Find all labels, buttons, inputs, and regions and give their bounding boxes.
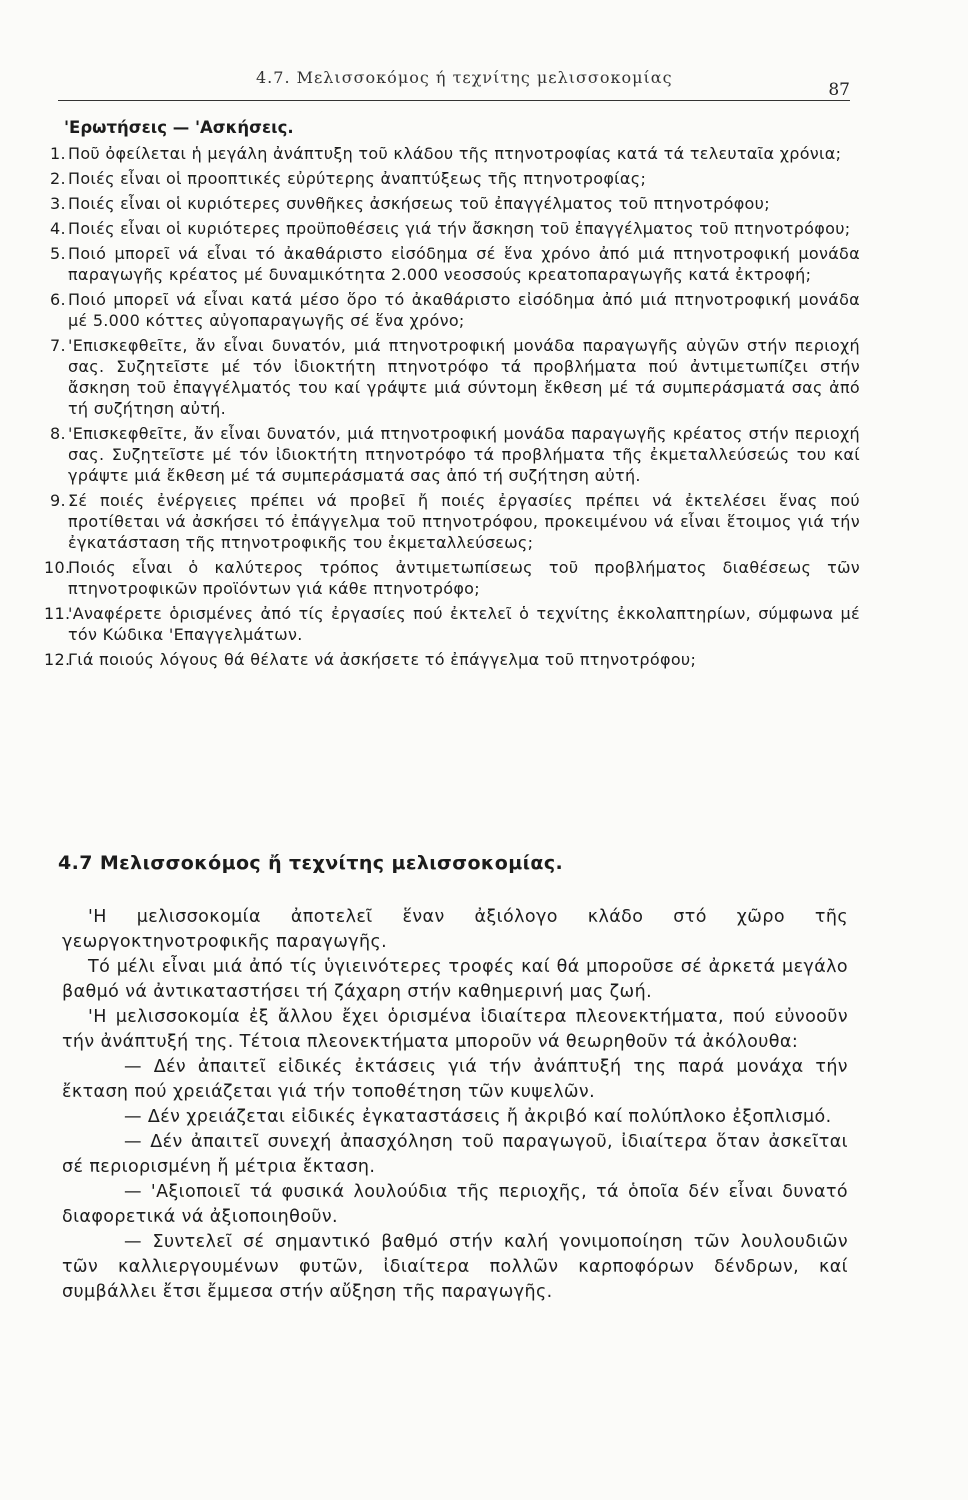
question-number: 3. bbox=[50, 194, 66, 213]
question-number: 6. bbox=[50, 290, 66, 309]
dash-item: — Δέν χρειάζεται εἰδικές ἐγκαταστάσεις ἤ ἀκριβό καί πολύπλοκο ἐξοπλισμό. bbox=[124, 1107, 832, 1127]
question-item bbox=[50, 335, 860, 419]
dash-item: — Δέν ἀπαιτεῖ συνεχή ἀπασχόληση τοῦ παραγωγοῦ, ἰδιαίτερα ὅταν ἀσκεῖται σέ περιορισμένη ἤ μέτρια ἔκταση. bbox=[62, 1132, 848, 1177]
dash-item: — 'Αξιοποιεῖ τά φυσικά λουλούδια τῆς περιοχῆς, τά ὁποῖα δέν εἶναι δυνατό διαφορετικά νά ἀξιοποιηθοῦν. bbox=[62, 1182, 848, 1227]
question-text: Γιά ποιούς λόγους θά θέλατε νά ἀσκήσετε τό ἐπάγγελμα τοῦ πτηνοτρόφου; bbox=[68, 650, 697, 669]
question-text: 'Αναφέρετε ὁρισμένες ἀπό τίς ἐργασίες πού ἐκτελεῖ ὁ τεχνίτης ἐκκολαπτηρίων, σύμφωνα μέ τόν Κώδικα 'Επαγγελμάτων. bbox=[68, 604, 860, 644]
question-number: 11. bbox=[44, 604, 71, 623]
question-text: Ποιό μπορεῖ νά εἶναι κατά μέσο ὅρο τό ἀκαθάριστο εἰσόδημα ἀπό μιά πτηνοτροφική μονάδα μέ 5.000 κόττες αὐγοπαραγωγῆς σέ ἕνα χρόνο; bbox=[68, 290, 860, 330]
question-item bbox=[50, 193, 860, 214]
section-title: 4.7 Μελισσοκόμος ἤ τεχνίτης μελισσοκομίας. bbox=[58, 852, 564, 874]
question-number: 10. bbox=[44, 558, 71, 577]
question-item bbox=[44, 649, 860, 670]
question-text: Ποιές εἶναι οἱ κυριότερες προϋποθέσεις γιά τήν ἄσκηση τοῦ ἐπαγγέλματος τοῦ πτηνοτρόφου; bbox=[68, 219, 851, 238]
question-number: 1. bbox=[50, 144, 66, 163]
question-text: Σέ ποιές ἐνέργειες πρέπει νά προβεῖ ἤ ποιές ἐργασίες πρέπει νά ἐκτελέσει ἕνας πού προτίθεται νά ἀσκήσει τό ἐπάγγελμα τοῦ πτηνοτρόφου, προκειμένου νά εἶναι ἕτοιμος γιά τήν ἐγκατάσταση τῆς πτηνοτροφικῆς του ἐκμεταλλεύσεως; bbox=[68, 491, 860, 552]
question-item bbox=[50, 423, 860, 486]
question-text: 'Επισκεφθεῖτε, ἄν εἶναι δυνατόν, μιά πτηνοτροφική μονάδα παραγωγῆς αὐγῶν στήν περιοχή σας. Συζητεῖστε μέ τόν ἰδιοκτήτη πτηνοτρόφο τά προβλήματα πού ἀντιμετωπίζει στήν ἄσκηση τοῦ ἐπαγγέλματός του καί γράψτε μιά σύντομη ἔκθεση μέ τά συμπεράσματά σας ἀπό τή συζήτηση αὐτή. bbox=[68, 336, 860, 418]
page-header bbox=[58, 68, 850, 101]
questions-list bbox=[44, 143, 860, 674]
question-item bbox=[50, 490, 860, 553]
question-number: 2. bbox=[50, 169, 66, 188]
body-paragraph: Τό μέλι εἶναι μιά ἀπό τίς ὑγιεινότερες τροφές καί θά μποροῦσε σέ ἀρκετά μεγάλο βαθμό νά ἀντικαταστήσει τή ζάχαρη στήν καθημερινή μας ζωή. bbox=[62, 957, 848, 1002]
question-text: Ποιός εἶναι ὁ καλύτερος τρόπος ἀντιμετωπίσεως τοῦ προβλήματος διαθέσεως τῶν πτηνοτροφικῶν προϊόντων γιά κάθε πτηνοτρόφο; bbox=[68, 558, 860, 598]
question-number: 12. bbox=[44, 650, 71, 669]
body-paragraph: 'Η μελισσοκομία ἀποτελεῖ ἕναν ἀξιόλογο κλάδο στό χῶρο τῆς γεωργοκτηνοτροφικῆς παραγωγῆς. bbox=[62, 907, 848, 952]
dash-item: — Δέν ἀπαιτεῖ εἰδικές ἐκτάσεις γιά τήν ἀνάπτυξή της παρά μονάχα τήν ἔκταση πού χρειάζεται γιά τήν τοποθέτηση τῶν κυψελῶν. bbox=[62, 1057, 848, 1102]
questions-heading: 'Ερωτήσεις — 'Ασκήσεις. bbox=[64, 118, 294, 137]
question-number: 4. bbox=[50, 219, 66, 238]
question-item bbox=[44, 603, 860, 645]
question-number: 7. bbox=[50, 336, 66, 355]
section-body bbox=[62, 905, 848, 1305]
dash-item: — Συντελεῖ σέ σημαντικό βαθμό στήν καλή γονιμοποίηση τῶν λουλουδιῶν τῶν καλλιεργουμένων φυτῶν, ἰδιαίτερα πολλῶν καρποφόρων δένδρων, καί συμβάλλει ἔτσι ἔμμεσα στήν αὔξηση τῆς παραγωγῆς. bbox=[62, 1232, 848, 1302]
page-number: 87 bbox=[828, 80, 850, 100]
question-text: Ποιές εἶναι οἱ κυριότερες συνθῆκες ἀσκήσεως τοῦ ἐπαγγέλματος τοῦ πτηνοτρόφου; bbox=[68, 194, 770, 213]
question-text: Ποῦ ὀφείλεται ἡ μεγάλη ἀνάπτυξη τοῦ κλάδου τῆς πτηνοτροφίας κατά τά τελευταῖα χρόνια; bbox=[68, 144, 842, 163]
question-number: 9. bbox=[50, 491, 66, 510]
question-item bbox=[50, 243, 860, 285]
question-item bbox=[50, 218, 860, 239]
question-number: 5. bbox=[50, 244, 66, 263]
question-text: Ποιό μπορεῖ νά εἶναι τό ἀκαθάριστο εἰσόδημα σέ ἕνα χρόνο ἀπό μιά πτηνοτροφική μονάδα παραγωγῆς κρέατος μέ δυναμικότητα 2.000 νεοσσούς κρεατοπαραγωγῆς κατά ἐκτροφή; bbox=[68, 244, 860, 284]
question-item bbox=[44, 557, 860, 599]
question-text: 'Επισκεφθεῖτε, ἄν εἶναι δυνατόν, μιά πτηνοτροφική μονάδα παραγωγῆς κρέατος στήν περιοχή σας. Συζητεῖστε μέ τόν ἰδιοκτήτη πτηνοτρόφο τά προβλήματα τῆς ἐκμεταλλεύσεώς του καί γράψτε μιά ἔκθεση μέ τά συμπεράσματά σας ἀπό τή συζήτηση αὐτή. bbox=[68, 424, 860, 485]
question-text: Ποιές εἶναι οἱ προοπτικές εὐρύτερης ἀναπτύξεως τῆς πτηνοτροφίας; bbox=[68, 169, 647, 188]
question-number: 8. bbox=[50, 424, 66, 443]
running-head: 4.7. Μελισσοκόμος ή τεχνίτης μελισσοκομίας bbox=[256, 68, 673, 87]
question-item bbox=[50, 289, 860, 331]
body-paragraph: 'Η μελισσοκομία ἐξ ἄλλου ἔχει ὁρισμένα ἰδιαίτερα πλεονεκτήματα, πού εὐνοοῦν τήν ἀνάπτυξή της. Τέτοια πλεονεκτήματα μποροῦν νά θεωρηθοῦν τά ἀκόλουθα: bbox=[62, 1007, 848, 1052]
question-item bbox=[50, 143, 860, 164]
question-item bbox=[50, 168, 860, 189]
